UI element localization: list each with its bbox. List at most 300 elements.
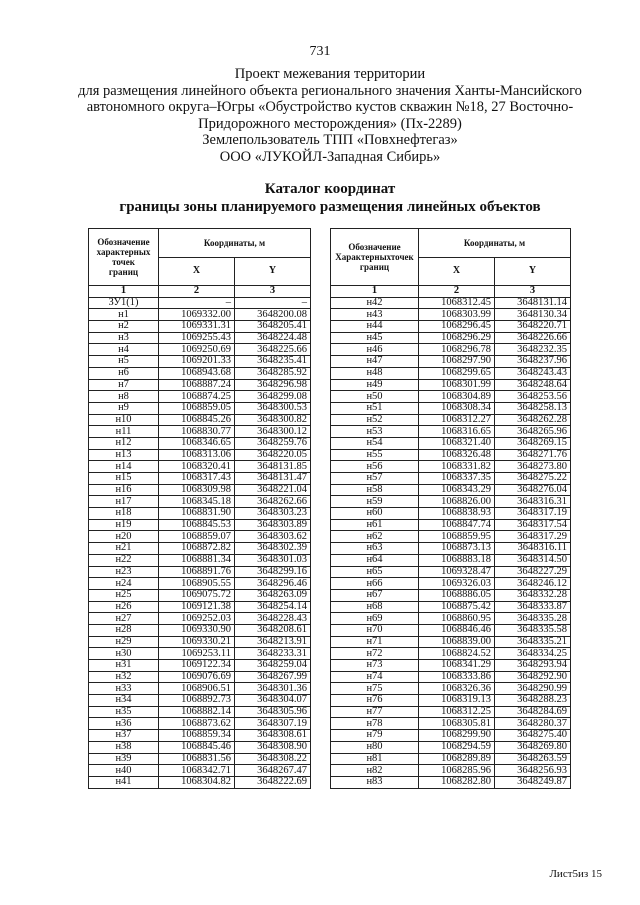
point-column-header: Обозначение Характерныхточек границ — [331, 229, 419, 286]
x-coordinate-cell: 1068881.34 — [159, 554, 235, 566]
table-row — [89, 449, 311, 461]
y-coordinate-cell: 3648228.43 — [235, 613, 311, 625]
x-coordinate-cell: 1068847.74 — [419, 519, 495, 531]
x-coordinate-cell: 1069326.03 — [419, 578, 495, 590]
point-id-cell: н39 — [89, 753, 159, 765]
table-row — [331, 660, 571, 672]
point-id-cell: н30 — [89, 648, 159, 660]
y-coordinate-cell: 3648317.19 — [495, 508, 571, 520]
y-coordinate-cell: 3648262.66 — [235, 496, 311, 508]
column-number: 1 — [89, 286, 159, 298]
table-row — [331, 706, 571, 718]
table-row — [331, 776, 571, 788]
y-coordinate-cell: 3648317.29 — [495, 531, 571, 543]
x-coordinate-cell: 1068859.34 — [159, 730, 235, 742]
catalog-title-line: границы зоны планируемого размещения линейных объектов — [119, 199, 541, 215]
table-row — [331, 531, 571, 543]
y-coordinate-cell: 3648131.14 — [495, 297, 571, 309]
header-line: Проект межевания территории — [234, 66, 426, 82]
x-coordinate-cell: 1068883.18 — [419, 554, 495, 566]
point-id-cell: н9 — [89, 402, 159, 414]
x-coordinate-cell: 1068312.45 — [419, 297, 495, 309]
point-id-cell: н31 — [89, 660, 159, 672]
table-row — [331, 321, 571, 333]
point-id-cell: н41 — [89, 776, 159, 788]
y-coordinate-cell: 3648258.13 — [495, 402, 571, 414]
y-coordinate-cell: 3648269.15 — [495, 437, 571, 449]
x-column-header: X — [159, 257, 235, 286]
table-row — [89, 508, 311, 520]
x-coordinate-cell: 1068326.48 — [419, 449, 495, 461]
x-coordinate-cell: 1068906.51 — [159, 683, 235, 695]
point-id-cell: н68 — [331, 601, 419, 613]
x-coordinate-cell: 1068319.13 — [419, 695, 495, 707]
x-coordinate-cell: 1068887.24 — [159, 379, 235, 391]
table-row — [331, 356, 571, 368]
point-id-cell: н59 — [331, 496, 419, 508]
table-row — [89, 379, 311, 391]
table-row — [89, 566, 311, 578]
table-row — [331, 519, 571, 531]
column-number: 1 — [331, 286, 419, 298]
y-coordinate-cell: 3648254.14 — [235, 601, 311, 613]
point-id-cell: н26 — [89, 601, 159, 613]
table-row — [89, 543, 311, 555]
x-coordinate-cell: 1069250.69 — [159, 344, 235, 356]
point-id-cell: н35 — [89, 706, 159, 718]
table-row — [331, 437, 571, 449]
y-coordinate-cell: 3648130.34 — [495, 309, 571, 321]
x-coordinate-cell: 1068299.65 — [419, 367, 495, 379]
table-row — [89, 601, 311, 613]
y-coordinate-cell: 3648300.53 — [235, 402, 311, 414]
y-coordinate-cell: 3648131.85 — [235, 461, 311, 473]
x-coordinate-cell: 1068341.29 — [419, 660, 495, 672]
table-row — [331, 297, 571, 309]
y-coordinate-cell: 3648276.04 — [495, 484, 571, 496]
y-coordinate-cell: 3648273.80 — [495, 461, 571, 473]
y-coordinate-cell: 3648265.96 — [495, 426, 571, 438]
point-id-cell: н40 — [89, 765, 159, 777]
y-coordinate-cell: 3648302.39 — [235, 543, 311, 555]
point-id-cell: н65 — [331, 566, 419, 578]
x-coordinate-cell: 1068892.73 — [159, 695, 235, 707]
y-coordinate-cell: 3648333.87 — [495, 601, 571, 613]
table-row — [331, 402, 571, 414]
point-id-cell: н24 — [89, 578, 159, 590]
point-id-cell: н8 — [89, 391, 159, 403]
point-id-cell: н48 — [331, 367, 419, 379]
x-coordinate-cell: 1068321.40 — [419, 437, 495, 449]
table-row — [331, 613, 571, 625]
coordinates-table-right — [330, 228, 571, 789]
x-coordinate-cell: 1069253.11 — [159, 648, 235, 660]
x-coordinate-cell: 1068891.76 — [159, 566, 235, 578]
table-row — [331, 765, 571, 777]
y-coordinate-cell: 3648303.62 — [235, 531, 311, 543]
y-coordinate-cell: 3648300.12 — [235, 426, 311, 438]
y-coordinate-cell: 3648263.59 — [495, 753, 571, 765]
table-row — [331, 648, 571, 660]
point-id-cell: н20 — [89, 531, 159, 543]
y-coordinate-cell: 3648335.28 — [495, 613, 571, 625]
table-row — [89, 484, 311, 496]
x-coordinate-cell: 1069332.00 — [159, 309, 235, 321]
x-coordinate-cell: 1068905.55 — [159, 578, 235, 590]
point-id-cell: н49 — [331, 379, 419, 391]
y-coordinate-cell: 3648299.16 — [235, 566, 311, 578]
table-row — [331, 332, 571, 344]
y-coordinate-cell: 3648284.69 — [495, 706, 571, 718]
point-id-cell: н12 — [89, 437, 159, 449]
x-coordinate-cell: 1068297.90 — [419, 356, 495, 368]
y-coordinate-cell: 3648200.08 — [235, 309, 311, 321]
table-row — [331, 473, 571, 485]
x-coordinate-cell: 1069252.03 — [159, 613, 235, 625]
point-id-cell: н75 — [331, 683, 419, 695]
y-coordinate-cell: 3648225.66 — [235, 344, 311, 356]
header-line: Землепользователь ТПП «Повхнефтегаз» — [202, 132, 458, 148]
x-coordinate-cell: 1069330.21 — [159, 636, 235, 648]
point-id-cell: н74 — [331, 671, 419, 683]
x-coordinate-cell: 1068289.89 — [419, 753, 495, 765]
point-id-cell: н33 — [89, 683, 159, 695]
header-line: для размещения линейного объекта регионального значения Ханты-Мансийского — [78, 82, 582, 99]
table-row — [89, 776, 311, 788]
x-coordinate-cell: 1068826.00 — [419, 496, 495, 508]
table-row — [89, 496, 311, 508]
x-coordinate-cell: 1068296.78 — [419, 344, 495, 356]
y-coordinate-cell: 3648248.64 — [495, 379, 571, 391]
x-coordinate-cell: – — [159, 297, 235, 309]
x-coordinate-cell: 1068831.56 — [159, 753, 235, 765]
x-coordinate-cell: 1069122.34 — [159, 660, 235, 672]
table-row — [331, 367, 571, 379]
coordinates-table-left — [88, 228, 311, 789]
catalog-title — [60, 180, 600, 216]
y-coordinate-cell: 3648303.89 — [235, 519, 311, 531]
y-coordinate-cell: 3648292.90 — [495, 671, 571, 683]
table-row — [331, 636, 571, 648]
x-coordinate-cell: 1068873.13 — [419, 543, 495, 555]
y-coordinate-cell: 3648308.61 — [235, 730, 311, 742]
x-coordinate-cell: 1069075.72 — [159, 589, 235, 601]
point-id-cell: н81 — [331, 753, 419, 765]
x-coordinate-cell: 1068859.07 — [159, 531, 235, 543]
point-id-cell: н50 — [331, 391, 419, 403]
table-row — [331, 554, 571, 566]
point-id-cell: н52 — [331, 414, 419, 426]
point-id-cell: н61 — [331, 519, 419, 531]
point-id-cell: н67 — [331, 589, 419, 601]
column-number: 2 — [419, 286, 495, 298]
point-id-cell: н16 — [89, 484, 159, 496]
x-coordinate-cell: 1069328.47 — [419, 566, 495, 578]
point-id-cell: н53 — [331, 426, 419, 438]
table-row — [89, 519, 311, 531]
point-id-cell: н79 — [331, 730, 419, 742]
y-column-header: Y — [495, 257, 571, 286]
table-row — [89, 695, 311, 707]
table-row — [89, 718, 311, 730]
point-id-cell: н70 — [331, 624, 419, 636]
point-id-cell: н62 — [331, 531, 419, 543]
x-coordinate-cell: 1068824.52 — [419, 648, 495, 660]
x-coordinate-cell: 1068296.45 — [419, 321, 495, 333]
y-coordinate-cell: 3648233.31 — [235, 648, 311, 660]
x-coordinate-cell: 1068845.53 — [159, 519, 235, 531]
point-id-cell: н38 — [89, 741, 159, 753]
y-coordinate-cell: 3648267.47 — [235, 765, 311, 777]
point-id-cell: н37 — [89, 730, 159, 742]
x-coordinate-cell: 1068830.77 — [159, 426, 235, 438]
x-coordinate-cell: 1068346.65 — [159, 437, 235, 449]
point-id-cell: н28 — [89, 624, 159, 636]
table-row — [89, 437, 311, 449]
point-id-cell: н73 — [331, 660, 419, 672]
y-coordinate-cell: 3648237.96 — [495, 356, 571, 368]
point-id-cell: н55 — [331, 449, 419, 461]
point-id-cell: н45 — [331, 332, 419, 344]
y-coordinate-cell: 3648246.12 — [495, 578, 571, 590]
x-coordinate-cell: 1069121.38 — [159, 601, 235, 613]
y-coordinate-cell: 3648235.41 — [235, 356, 311, 368]
x-coordinate-cell: 1068882.14 — [159, 706, 235, 718]
y-coordinate-cell: 3648305.96 — [235, 706, 311, 718]
y-coordinate-cell: – — [235, 297, 311, 309]
x-coordinate-cell: 1068845.46 — [159, 741, 235, 753]
point-id-cell: н44 — [331, 321, 419, 333]
point-id-cell: н22 — [89, 554, 159, 566]
y-column-header: Y — [235, 257, 311, 286]
point-id-cell: н43 — [331, 309, 419, 321]
x-coordinate-cell: 1068313.06 — [159, 449, 235, 461]
y-coordinate-cell: 3648256.93 — [495, 765, 571, 777]
x-coordinate-cell: 1068285.96 — [419, 765, 495, 777]
point-id-cell: н14 — [89, 461, 159, 473]
x-coordinate-cell: 1068838.93 — [419, 508, 495, 520]
table-row — [331, 566, 571, 578]
coords-column-header: Координаты, м — [159, 229, 311, 258]
x-coordinate-cell: 1068296.29 — [419, 332, 495, 344]
table-row — [89, 648, 311, 660]
x-coordinate-cell: 1068312.27 — [419, 414, 495, 426]
table-row — [331, 671, 571, 683]
y-coordinate-cell: 3648275.40 — [495, 730, 571, 742]
table-row — [89, 589, 311, 601]
x-coordinate-cell: 1068872.82 — [159, 543, 235, 555]
y-coordinate-cell: 3648303.23 — [235, 508, 311, 520]
x-coordinate-cell: 1068282.80 — [419, 776, 495, 788]
y-coordinate-cell: 3648316.11 — [495, 543, 571, 555]
y-coordinate-cell: 3648316.31 — [495, 496, 571, 508]
point-id-cell: н80 — [331, 741, 419, 753]
point-id-cell: н19 — [89, 519, 159, 531]
table-row — [89, 531, 311, 543]
table-row — [331, 508, 571, 520]
x-coordinate-cell: 1068320.41 — [159, 461, 235, 473]
y-coordinate-cell: 3648317.54 — [495, 519, 571, 531]
table-row — [331, 543, 571, 555]
y-coordinate-cell: 3648299.08 — [235, 391, 311, 403]
point-id-cell: н21 — [89, 543, 159, 555]
point-id-cell: н17 — [89, 496, 159, 508]
y-coordinate-cell: 3648308.22 — [235, 753, 311, 765]
sheet-footer: Лист5из 15 — [549, 868, 602, 880]
y-coordinate-cell: 3648220.05 — [235, 449, 311, 461]
y-coordinate-cell: 3648220.71 — [495, 321, 571, 333]
table-row — [89, 414, 311, 426]
table-row — [89, 426, 311, 438]
y-coordinate-cell: 3648224.48 — [235, 332, 311, 344]
point-id-cell: н72 — [331, 648, 419, 660]
point-id-cell: н27 — [89, 613, 159, 625]
x-coordinate-cell: 1068301.99 — [419, 379, 495, 391]
y-coordinate-cell: 3648227.29 — [495, 566, 571, 578]
table-row — [89, 730, 311, 742]
point-id-cell: н54 — [331, 437, 419, 449]
table-row — [89, 309, 311, 321]
column-number: 3 — [235, 286, 311, 298]
y-coordinate-cell: 3648226.66 — [495, 332, 571, 344]
table-row — [89, 473, 311, 485]
point-id-cell: н78 — [331, 718, 419, 730]
table-row — [89, 554, 311, 566]
point-id-cell: н2 — [89, 321, 159, 333]
y-coordinate-cell: 3648301.36 — [235, 683, 311, 695]
y-coordinate-cell: 3648221.04 — [235, 484, 311, 496]
point-id-cell: н3 — [89, 332, 159, 344]
point-id-cell: н82 — [331, 765, 419, 777]
point-id-cell: н1 — [89, 309, 159, 321]
table-row — [331, 730, 571, 742]
point-id-cell: н10 — [89, 414, 159, 426]
header-line: Придорожного месторождения» (Пх-2289) — [198, 115, 462, 132]
table-row — [89, 613, 311, 625]
x-coordinate-cell: 1068312.25 — [419, 706, 495, 718]
y-coordinate-cell: 3648253.56 — [495, 391, 571, 403]
table-row — [89, 461, 311, 473]
x-coordinate-cell: 1068304.82 — [159, 776, 235, 788]
y-coordinate-cell: 3648280.37 — [495, 718, 571, 730]
point-id-cell: н66 — [331, 578, 419, 590]
x-coordinate-cell: 1069076.69 — [159, 671, 235, 683]
table-row — [89, 356, 311, 368]
x-coordinate-cell: 1068886.05 — [419, 589, 495, 601]
point-id-cell: н42 — [331, 297, 419, 309]
y-coordinate-cell: 3648314.50 — [495, 554, 571, 566]
table-row — [89, 765, 311, 777]
x-coordinate-cell: 1068304.89 — [419, 391, 495, 403]
x-coordinate-cell: 1068333.86 — [419, 671, 495, 683]
catalog-title-line: Каталог координат — [264, 181, 396, 197]
y-coordinate-cell: 3648332.28 — [495, 589, 571, 601]
y-coordinate-cell: 3648335.58 — [495, 624, 571, 636]
table-row — [89, 671, 311, 683]
y-coordinate-cell: 3648205.41 — [235, 321, 311, 333]
table-row — [331, 589, 571, 601]
y-coordinate-cell: 3648300.82 — [235, 414, 311, 426]
point-id-cell: н46 — [331, 344, 419, 356]
point-id-cell: н58 — [331, 484, 419, 496]
point-id-cell: н18 — [89, 508, 159, 520]
x-coordinate-cell: 1068294.59 — [419, 741, 495, 753]
x-coordinate-cell: 1068337.35 — [419, 473, 495, 485]
x-coordinate-cell: 1068331.82 — [419, 461, 495, 473]
point-id-cell: н36 — [89, 718, 159, 730]
x-coordinate-cell: 1068874.25 — [159, 391, 235, 403]
y-coordinate-cell: 3648131.47 — [235, 473, 311, 485]
y-coordinate-cell: 3648301.03 — [235, 554, 311, 566]
y-coordinate-cell: 3648271.76 — [495, 449, 571, 461]
y-coordinate-cell: 3648296.98 — [235, 379, 311, 391]
x-coordinate-cell: 1068299.90 — [419, 730, 495, 742]
point-id-cell: н11 — [89, 426, 159, 438]
table-row — [331, 496, 571, 508]
y-coordinate-cell: 3648243.43 — [495, 367, 571, 379]
table-row — [331, 695, 571, 707]
point-id-cell: н23 — [89, 566, 159, 578]
table-row — [89, 321, 311, 333]
y-coordinate-cell: 3648288.23 — [495, 695, 571, 707]
y-coordinate-cell: 3648290.99 — [495, 683, 571, 695]
document-header — [60, 66, 600, 165]
column-number: 2 — [159, 286, 235, 298]
table-row — [89, 683, 311, 695]
table-row — [89, 660, 311, 672]
header-line: ООО «ЛУКОЙЛ-Западная Сибирь» — [219, 148, 441, 165]
x-coordinate-cell: 1068303.99 — [419, 309, 495, 321]
column-number: 3 — [495, 286, 571, 298]
x-coordinate-cell: 1068326.36 — [419, 683, 495, 695]
table-row — [89, 706, 311, 718]
table-row — [89, 578, 311, 590]
table-row — [331, 414, 571, 426]
point-id-cell: н56 — [331, 461, 419, 473]
table-row — [331, 344, 571, 356]
table-row — [89, 624, 311, 636]
x-coordinate-cell: 1068345.18 — [159, 496, 235, 508]
x-coordinate-cell: 1068845.26 — [159, 414, 235, 426]
table-row — [331, 601, 571, 613]
x-coordinate-cell: 1068846.46 — [419, 624, 495, 636]
y-coordinate-cell: 3648304.07 — [235, 695, 311, 707]
table-row — [331, 624, 571, 636]
table-row — [89, 402, 311, 414]
point-id-cell: н5 — [89, 356, 159, 368]
y-coordinate-cell: 3648213.91 — [235, 636, 311, 648]
point-id-cell: н34 — [89, 695, 159, 707]
y-coordinate-cell: 3648275.22 — [495, 473, 571, 485]
point-column-header: Обозначение характерных точек границ — [89, 229, 159, 286]
y-coordinate-cell: 3648222.69 — [235, 776, 311, 788]
x-coordinate-cell: 1069255.43 — [159, 332, 235, 344]
point-id-cell: н6 — [89, 367, 159, 379]
point-id-cell: н76 — [331, 695, 419, 707]
page-number: 731 — [309, 44, 331, 59]
table-row — [331, 379, 571, 391]
table-row — [331, 484, 571, 496]
table-row — [331, 309, 571, 321]
coords-column-header: Координаты, м — [419, 229, 571, 258]
y-coordinate-cell: 3648308.90 — [235, 741, 311, 753]
table-row — [89, 636, 311, 648]
x-coordinate-cell: 1068308.34 — [419, 402, 495, 414]
point-id-cell: н15 — [89, 473, 159, 485]
point-id-cell: н32 — [89, 671, 159, 683]
y-coordinate-cell: 3648296.46 — [235, 578, 311, 590]
point-id-cell: н64 — [331, 554, 419, 566]
